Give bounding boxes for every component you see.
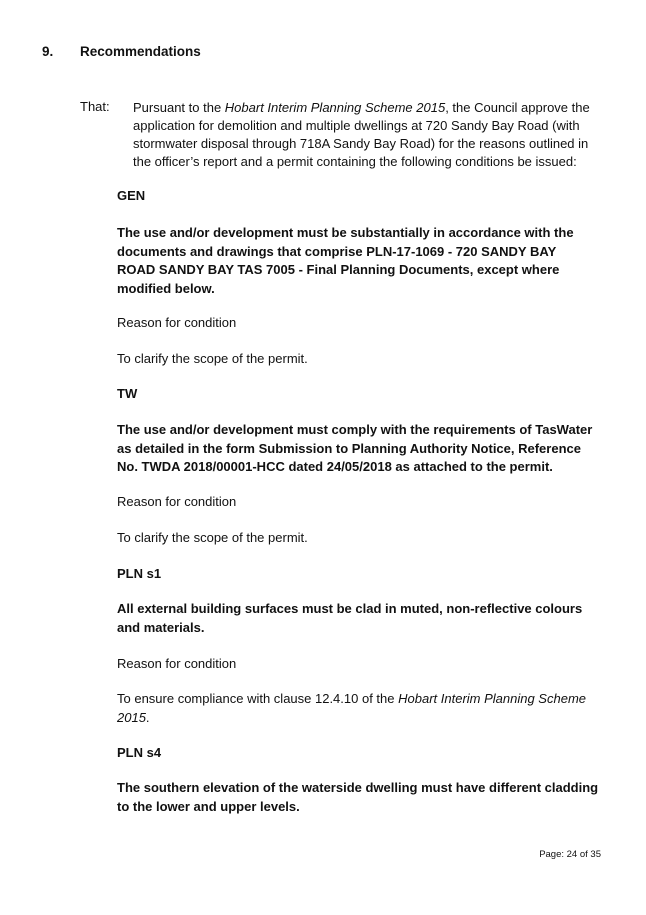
section-number: 9.	[42, 44, 54, 59]
intro-paragraph	[133, 99, 598, 171]
reason-label-tw: Reason for condition	[117, 494, 237, 509]
reason-text-pln-s1	[117, 690, 597, 727]
page-number: Page: 24 of 35	[539, 849, 601, 860]
condition-code-pln-s4: PLN s4	[117, 745, 162, 760]
reason-text-after: .	[145, 709, 150, 725]
reason-text-gen: To clarify the scope of the permit.	[117, 351, 308, 366]
reason-scheme-name: Hobart Interim Planning Scheme 2015	[117, 691, 586, 725]
condition-text-pln-s4: The southern elevation of the waterside dwelling must have different cladding to the lower and upper levels.	[117, 780, 599, 814]
reason-label-gen: Reason for condition	[117, 315, 237, 330]
reason-label-pln-s1: Reason for condition	[117, 656, 237, 671]
condition-code-gen: GEN	[117, 188, 146, 203]
condition-text-tw: The use and/or development must comply with the requirements of TasWater as detailed in the form Submission to Planning Authority Notice, Reference No. TWDA 2018/00001-HCC dated 24/05/2018 as attached to the permit.	[117, 422, 593, 474]
condition-text-gen: The use and/or development must be substantially in accordance with the documents and drawings that comprise PLN-17-1069 - 720 SANDY BAY ROAD SANDY BAY TAS 7005 - Final Planning Documents, except where modified below.	[117, 225, 574, 296]
scheme-name: Hobart Interim Planning Scheme 2015	[224, 100, 446, 115]
condition-code-pln-s1: PLN s1	[117, 566, 162, 581]
section-title: Recommendations	[80, 44, 201, 59]
reason-text-tw: To clarify the scope of the permit.	[117, 530, 308, 545]
condition-code-tw: TW	[117, 386, 138, 401]
intro-text-before: Pursuant to the	[133, 100, 225, 115]
condition-text-pln-s1: All external building surfaces must be clad in muted, non-reflective colours and materials.	[117, 601, 583, 635]
that-label: That:	[80, 99, 110, 114]
intro-text-after: , the Council approve the application for demolition and multiple dwellings at 720 Sandy Bay Road (with stormwater disposal through 718A Sandy Bay Road) for the reasons outlined in the officer’s report and a permit containing the following conditions be issued:	[133, 100, 590, 169]
reason-text-before: To ensure compliance with clause 12.4.10 of the	[117, 691, 399, 706]
